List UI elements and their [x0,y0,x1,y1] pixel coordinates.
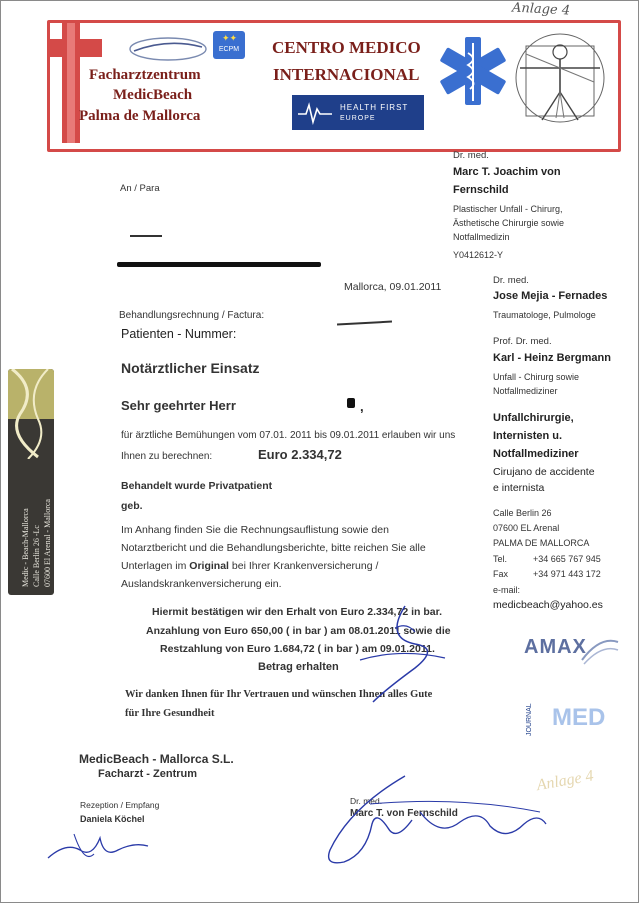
faded-stamp-text: Anlage 4 [535,767,595,795]
thanks-line2: für Ihre Gesundheit [125,708,215,719]
patient-number-label: Patienten - Nummer: [121,327,237,341]
clinic-swoosh-logo [128,34,208,64]
contact-region: PALMA DE MALLORCA [493,538,590,548]
specialty-line4: Cirujano de accidente [493,466,595,478]
amax-swoosh-icon [580,634,620,666]
journal-label: JOURNAL [526,703,533,736]
para1-line2: Ihnen zu berechnen: [121,451,213,462]
reception-signature [44,824,154,868]
specialty-line5: e internista [493,482,545,494]
treated-line1: Behandelt wurde Privatpatient [121,480,273,492]
contact-city: 07600 EL Arenal [493,523,560,533]
doctor1-spec-line2: Ästhetische Chirurgie sowie [453,218,565,228]
specialty-line2: Internisten u. [493,430,563,442]
stamp-line1: Medic - Beach-Mallorca [21,508,30,587]
contact-street: Calle Berlin 26 [493,508,552,518]
specialty-line3: Notfallmediziner [493,448,579,460]
redacted-mark [347,398,355,408]
vitruvian-man-icon [512,30,608,126]
ecpm-label: ECPM [218,46,240,53]
doctor1-name-line2: Fernschild [453,184,509,196]
doctor-signature [310,768,550,874]
amax-logo: AMAX [524,636,587,658]
centro-medico-line2: INTERNACIONAL [273,65,420,84]
stars-icon: ✦✦ [222,33,238,43]
salutation-comma: , [360,399,364,414]
doctor2-name: Jose Mejia - Fernades [493,290,608,302]
confirm-line2: Anzahlung von Euro 650,00 ( in bar ) am 08.01.2011 sowie die [146,625,451,637]
doctor1-title: Dr. med. [453,150,489,161]
signer-title: Dr. med. [350,796,383,806]
doctor1-spec-line3: Notfallmedizin [453,232,510,242]
contact-fax: +34 971 443 172 [533,569,601,579]
invoice-label: Behandlungsrechnung / Factura: [119,310,265,321]
stamp-line3: 07600 El Arenal - Mallorca [43,499,52,587]
doctor3-spec-line2: Notfallmediziner [493,386,558,396]
para2-line1: Im Anhang finden Sie die Rechnungsauflistung sowie den [121,524,389,536]
clinic-name-line1: Facharztzentrum [89,67,201,83]
doctor3-name: Karl - Heinz Bergmann [493,352,611,364]
signer-name: Marc T. von Fernschild [350,808,458,819]
salutation: Sehr geehrter Herr [121,398,236,413]
confirm-line1: Hiermit bestätigen wir den Erhalt von Euro 2.334,72 in bar. [152,606,443,618]
thanks-line1: Wir danken Ihnen für Ihr Vertrauen und wünschen Ihnen alles Gute [125,689,433,700]
doctor1-id: Y0412612-Y [453,250,504,260]
health-first-europe-logo [292,95,424,130]
reception-name: Daniela Köchel [80,814,145,824]
contact-fax-label: Fax [493,569,509,579]
contact-email[interactable]: medicbeach@yahoo.es [493,599,603,611]
para2-line2: Notarztbericht und die Behandlungsberichte, bitte reichen Sie alle [121,542,426,554]
contact-email-label: e-mail: [493,585,521,595]
clinic-name-line2: MedicBeach [113,87,193,103]
doctor3-title: Prof. Dr. med. [493,336,552,347]
para2-line3-c: bei Ihrer Krankenversicherung / [228,560,379,572]
invoice-amount: Euro 2.334,72 [258,447,342,462]
specialty-line1: Unfallchirurgie, [493,412,574,424]
clinic-name-line3: Palma de Mallorca [79,108,201,124]
europe-label: EUROPE [340,115,376,122]
para2-line3-b: Original [189,560,229,572]
doctor1-name-line1: Marc T. Joachim von [453,166,561,178]
ecpm-badge [213,31,245,59]
centro-medico-line1: CENTRO MEDICO [272,38,421,57]
heartbeat-icon [298,100,332,125]
redacted-line-1 [130,235,162,237]
contact-tel-label: Tel. [493,554,508,564]
para2-line3 [121,560,378,572]
doctor3-spec-line1: Unfall - Chirurg sowie [493,372,580,382]
stamp-line2: Calle Berlin 26 -Lc [32,525,41,587]
confirm-line3: Restzahlung von Euro 1.684,72 ( in bar ) am 09.01.2011. [160,643,435,655]
doctor1-spec-line1: Plastischer Unfall - Chirurg, [453,204,563,214]
doctor2-spec: Traumatologe, Pulmologe [493,310,596,320]
med-label: MED [552,704,606,731]
handwritten-annotation: Anlage 4 [511,0,571,19]
doctor2-title: Dr. med. [493,275,529,286]
para2-line3-a: Unterlagen im [121,560,190,572]
redacted-line-2 [117,262,321,267]
stamp-cord-icon [8,369,54,459]
confirm-line4: Betrag erhalten [258,661,339,673]
company-name: MedicBeach - Mallorca S.L. [79,752,234,766]
company-subtitle: Facharzt - Zentrum [98,768,198,780]
recipient-label: An / Para [120,183,160,194]
handwritten-signature-mid [345,598,455,708]
subject: Notärztlicher Einsatz [121,360,260,376]
contact-tel: +34 665 767 945 [533,554,601,564]
reception-label: Rezeption / Empfang [80,800,160,810]
health-first-label: HEALTH FIRST [340,103,409,112]
place-date: Mallorca, 09.01.2011 [344,281,442,293]
para2-line4: Auslandskrankenversicherung ein. [121,578,282,590]
star-of-life-icon [440,35,506,107]
clinic-stamp [8,369,54,595]
para1-line1: für ärztliche Bemühungen vom 07.01. 2011 bis 09.01.2011 erlauben wir uns [121,430,456,441]
treated-line2: geb. [121,500,143,512]
